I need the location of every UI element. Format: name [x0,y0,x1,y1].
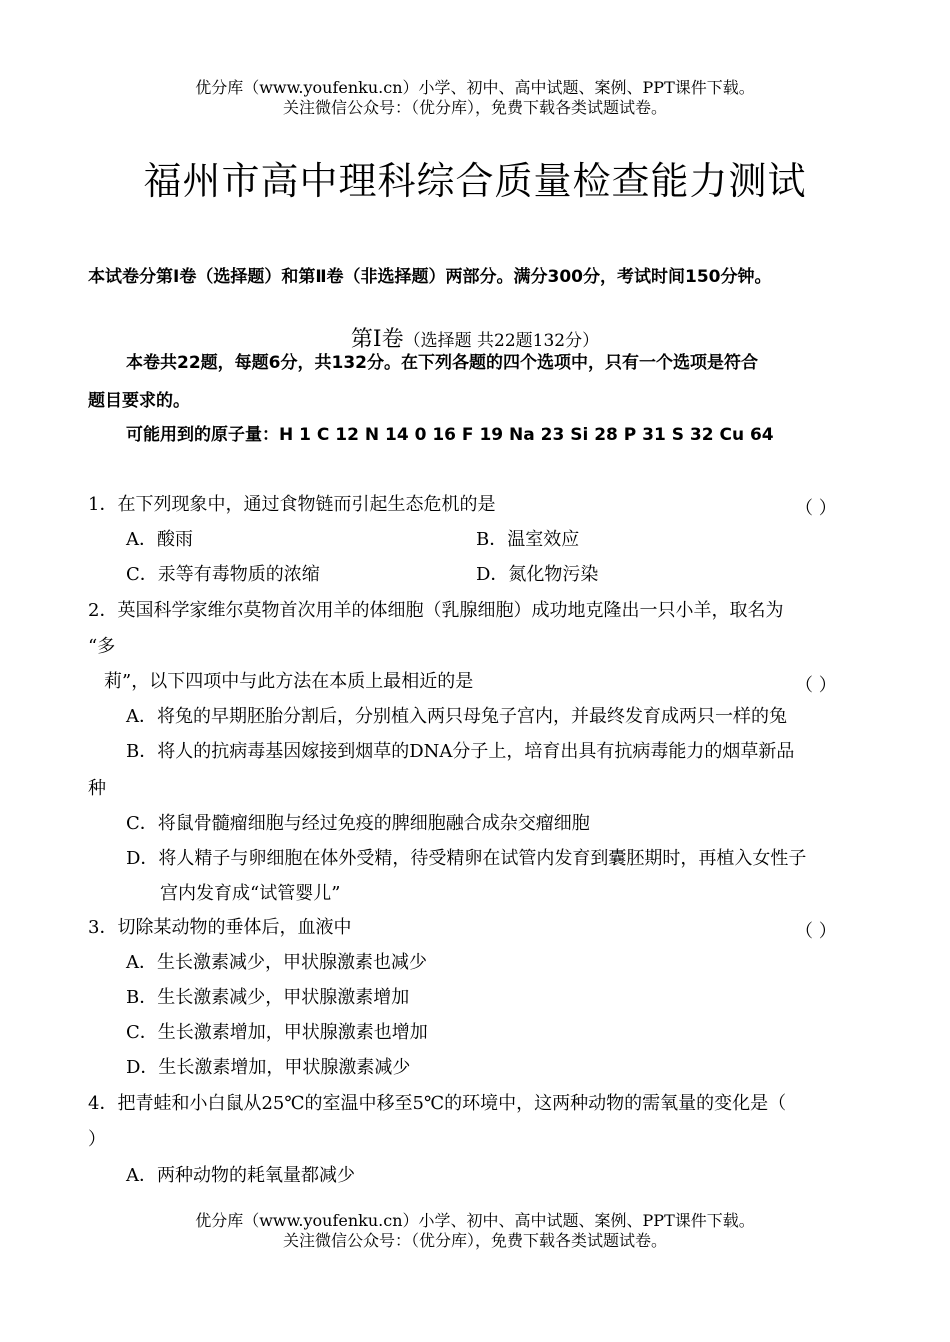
header-line-1: 优分库（www.youfenku.cn）小学、初中、高中试题、案例、PPT课件下载。 [195,78,755,97]
q2-option-d-1: D．将人精子与卵细胞在体外受精，待受精卵在试管内发育到囊胚期时，再植入女性子 [126,848,807,869]
q2-option-d-2: 宫内发育成“试管婴儿” [160,883,341,904]
q3-option-a: A．生长激素减少，甲状腺激素也减少 [126,952,427,973]
footer-line-1: 优分库（www.youfenku.cn）小学、初中、高中试题、案例、PPT课件下载。 [195,1211,755,1230]
q1-option-d: D．氮化物污染 [476,564,599,585]
exam-intro: 本试卷分第Ⅰ卷（选择题）和第Ⅱ卷（非选择题）两部分。满分300分，考试时间150分钟。 [88,267,772,287]
footer-line-2: 关注微信公众号：（优分库），免费下载各类试题试卷。 [282,1231,667,1250]
q3-stem: 3．切除某动物的垂体后，血液中 [88,917,352,938]
q1-option-b: B．温室效应 [476,529,580,550]
q3-option-d: D．生长激素增加，甲状腺激素减少 [126,1057,411,1078]
q1-option-a: A．酸雨 [126,529,193,550]
part1-instructions-2: 题目要求的。 [88,391,190,411]
q3-option-c: C．生长激素增加，甲状腺激素也增加 [126,1022,428,1043]
q2-stem-1: 2．英国科学家维尔莫物首次用羊的体细胞（乳腺细胞）成功地克隆出一只小羊，取名为 [88,600,784,621]
part1-title: 第Ⅰ卷 [350,327,404,352]
q1-stem: 1．在下列现象中，通过食物链而引起生态危机的是 [88,494,496,515]
q2-option-b-1: B．将人的抗病毒基因嫁接到烟草的DNA分子上，培育出具有抗病毒能力的烟草新品 [126,741,795,762]
atomic-masses: 可能用到的原子量：H 1 C 12 N 14 0 16 F 19 Na 23 Si 28 P 31 S 32 Cu 64 [126,425,774,445]
page-title: 福州市高中理科综合质量检查能力测试 [143,159,807,203]
q2-stem-3: 莉”，以下四项中与此方法在本质上最相近的是 [104,671,474,692]
part1-instructions-1: 本卷共22题，每题6分，共132分。在下列各题的四个选项中，只有一个选项是符合 [126,353,758,373]
q4-stem-1: 4．把青蛙和小白鼠从25℃的室温中移至5℃的环境中，这两种动物的需氧量的变化是（ [88,1093,787,1114]
part1-heading [0,322,950,353]
q2-stem-2: “多 [88,636,116,657]
q4-option-a: A．两种动物的耗氧量都减少 [126,1165,355,1186]
q2-option-c: C．将鼠骨髓瘤细胞与经过免疫的脾细胞融合成杂交瘤细胞 [126,813,590,834]
q1-answer-bracket: （ ） [795,498,837,519]
q3-option-b: B．生长激素减少，甲状腺激素增加 [126,987,410,1008]
q2-answer-bracket: （ ） [795,675,837,696]
q2-option-b-2: 种 [88,778,106,799]
q4-stem-2: ） [88,1129,106,1150]
part1-subtitle: （选择题 共22题132分） [403,331,600,351]
q1-option-c: C．汞等有毒物质的浓缩 [126,564,320,585]
header-line-2: 关注微信公众号：（优分库），免费下载各类试题试卷。 [282,98,667,117]
q2-option-a: A．将兔的早期胚胎分割后，分别植入两只母兔子宫内，并最终发育成两只一样的兔 [126,706,787,727]
q3-answer-bracket: （ ） [795,921,837,942]
